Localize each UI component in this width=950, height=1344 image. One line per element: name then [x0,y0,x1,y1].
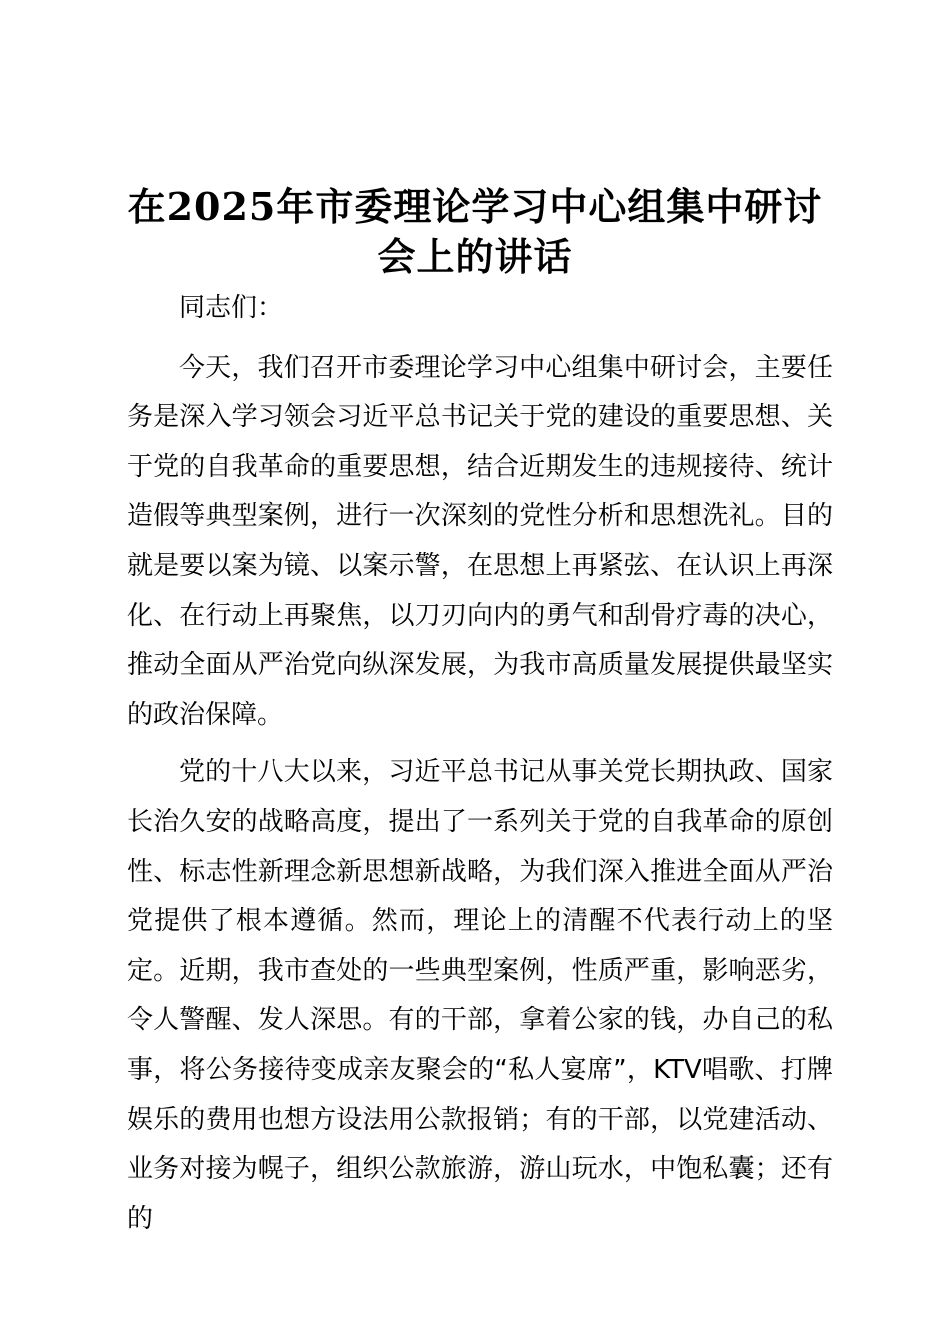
paragraph-2: 党的十八大以来，习近平总书记从事关党长期执政、国家长治久安的战略高度，提出了一系列关于党的自我革命的原创性、标志性新理念新思想新战略，为我们深入推进全面从严治党提供了根本遵循。然而，理论上的清醒不代表行动上的坚定。近期，我市查处的一些典型案例，性质严重，影响恶劣，令人警醒、发人深思。有的干部，拿着公家的钱，办自己的私事，将公务接待变成亲友聚会的“私人宴席”，KTV唱歌、打牌娱乐的费用也想方设法用公款报销；有的干部，以党建活动、业务对接为幌子，组织公款旅游，游山玩水，中饱私囊；还有的 [127,757,833,1234]
salutation: 同志们： [179,293,284,323]
paragraph-1: 今天，我们召开市委理论学习中心组集中研讨会，主要任务是深入学习领会习近平总书记关于党的建设的重要思想、关于党的自我革命的重要思想，结合近期发生的违规接待、统计造假等典型案例，进行一次深刻的党性分析和思想洗礼。目的就是要以案为镜、以案示警，在思想上再紧弦、在认识上再深化、在行动上再聚焦，以刀刃向内的勇气和刮骨疗毒的决心，推动全面从严治党向纵深发展，为我市高质量发展提供最坚实的政治保障。 [127,352,833,730]
document-title: 在2025年市委理论学习中心组集中研讨会上的讲话 [127,184,823,279]
document-body [127,284,833,1244]
